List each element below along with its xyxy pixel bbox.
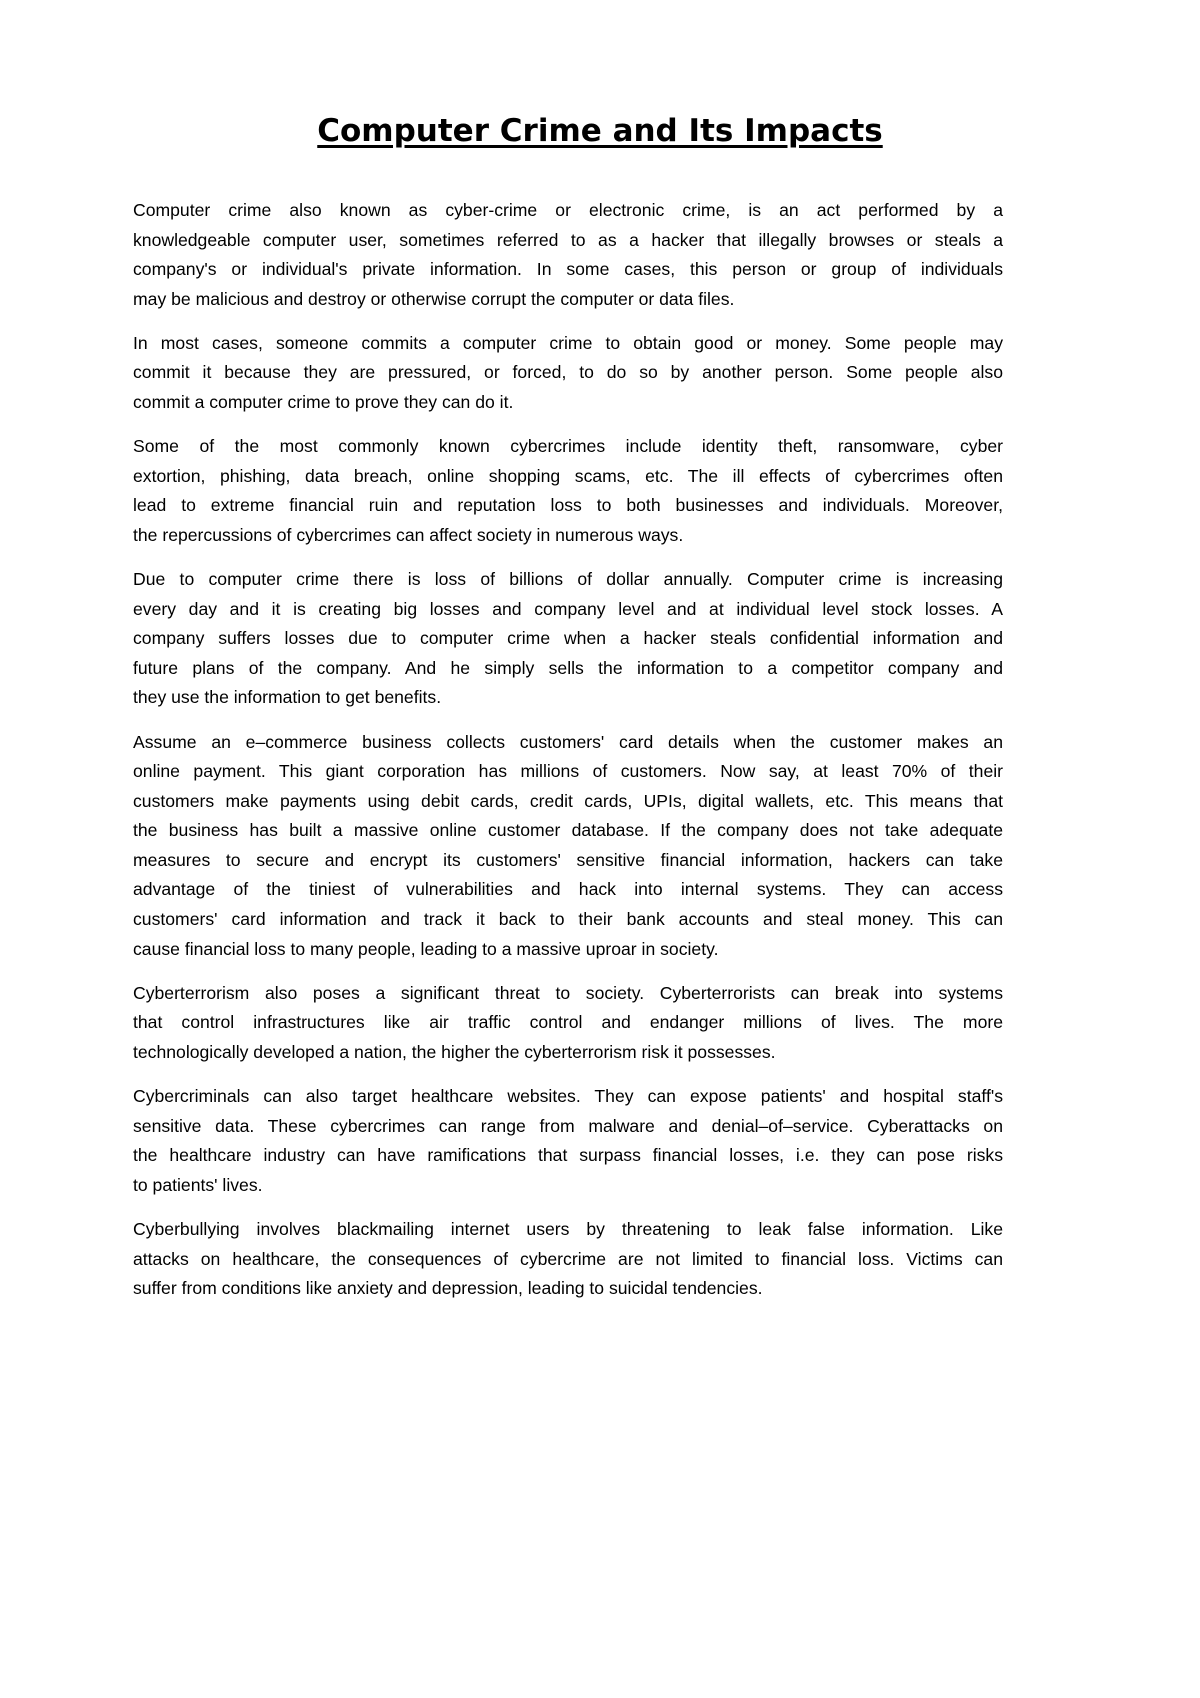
text-line: commit it because they are pressured, or forced, to do so by another person. Some people also	[133, 362, 1003, 383]
text-line: Computer crime also known as cyber-crime or electronic crime, is an act performed by a	[133, 200, 1003, 220]
text-line: online payment. This giant corporation has millions of customers. Now say, at least 70% of their	[133, 761, 1003, 782]
paragraph	[133, 196, 1003, 314]
document-body	[133, 196, 1003, 1318]
paragraph	[133, 329, 1003, 418]
text-line: extortion, phishing, data breach, online shopping scams, etc. The ill effects of cybercrimes often	[133, 465, 1003, 486]
paragraph	[133, 1215, 1003, 1304]
text-line: Cybercriminals can also target healthcare websites. They can expose patients' and hospital staff's	[133, 1086, 1003, 1107]
text-line: to patients' lives.	[133, 1174, 263, 1195]
text-line: Due to computer crime there is loss of billions of dollar annually. Computer crime is increasing	[133, 569, 1003, 590]
text-line: every day and it is creating big losses and company level and at individual level stock losses. A	[133, 598, 1003, 619]
text-line: that control infrastructures like air traffic control and endanger millions of lives. The more	[133, 1012, 1003, 1033]
paragraph	[133, 1082, 1003, 1200]
text-line: In most cases, someone commits a computer crime to obtain good or money. Some people may	[133, 332, 1003, 353]
text-line: lead to extreme financial ruin and reputation loss to both businesses and individuals. Moreover,	[133, 495, 1003, 516]
text-line: measures to secure and encrypt its customers' sensitive financial information, hackers can take	[133, 849, 1003, 870]
text-line: the repercussions of cybercrimes can affect society in numerous ways.	[133, 524, 684, 545]
text-line: technologically developed a nation, the higher the cyberterrorism risk it possesses.	[133, 1041, 776, 1062]
paragraph	[133, 979, 1003, 1068]
text-line: Cyberterrorism also poses a significant threat to society. Cyberterrorists can break into systems	[133, 982, 1003, 1003]
paragraph	[133, 565, 1003, 713]
text-line: the business has built a massive online customer database. If the company does not take adequate	[133, 820, 1003, 841]
document-title: Computer Crime and Its Impacts	[317, 112, 883, 149]
paragraph	[133, 432, 1003, 550]
text-line: Some of the most commonly known cybercrimes include identity theft, ransomware, cyber	[133, 436, 1003, 457]
paragraph	[133, 728, 1003, 965]
text-line: Cyberbullying involves blackmailing internet users by threatening to leak false information. Like	[133, 1218, 1003, 1239]
text-line: advantage of the tiniest of vulnerabilities and hack into internal systems. They can access	[133, 879, 1003, 900]
text-line: the healthcare industry can have ramifications that surpass financial losses, i.e. they can pose risks	[133, 1145, 1003, 1166]
text-line: attacks on healthcare, the consequences of cybercrime are not limited to financial loss. Victims can	[133, 1248, 1003, 1269]
text-line: knowledgeable computer user, sometimes referred to as a hacker that illegally browses or steals a	[133, 229, 1003, 250]
text-line: future plans of the company. And he simply sells the information to a competitor company and	[133, 657, 1003, 678]
text-line: cause financial loss to many people, leading to a massive uproar in society.	[133, 938, 719, 959]
text-line: sensitive data. These cybercrimes can range from malware and denial–of–service. Cyberattacks on	[133, 1115, 1003, 1136]
text-line: customers make payments using debit cards, credit cards, UPIs, digital wallets, etc. This means that	[133, 790, 1003, 811]
text-line: company suffers losses due to computer crime when a hacker steals confidential information and	[133, 628, 1003, 649]
text-line: Assume an e–commerce business collects customers' card details when the customer makes an	[133, 731, 1003, 752]
text-line: suffer from conditions like anxiety and depression, leading to suicidal tendencies.	[133, 1278, 763, 1299]
text-line: customers' card information and track it back to their bank accounts and steal money. This can	[133, 909, 1003, 930]
text-line: they use the information to get benefits.	[133, 687, 442, 708]
text-line: may be malicious and destroy or otherwise corrupt the computer or data files.	[133, 288, 735, 309]
text-line: commit a computer crime to prove they can do it.	[133, 392, 514, 413]
text-line: company's or individual's private information. In some cases, this person or group of individuals	[133, 259, 1003, 280]
